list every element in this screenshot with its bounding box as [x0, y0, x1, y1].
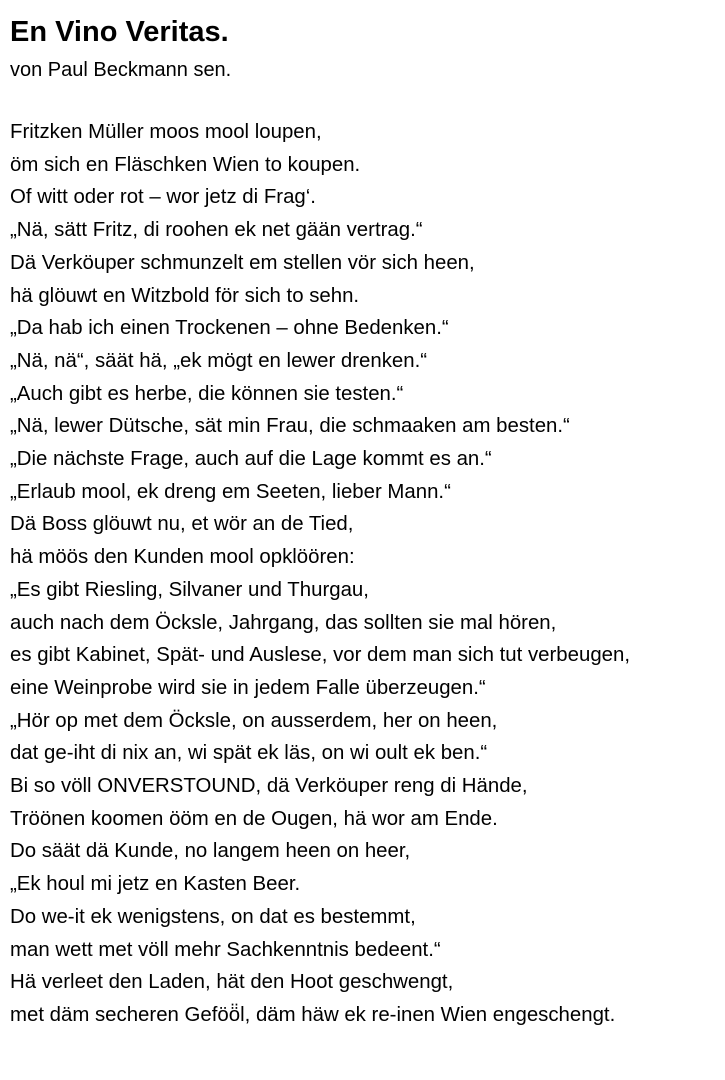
poem-line: Do säät dä Kunde, no langem heen on heer,: [10, 840, 411, 863]
poem-line: eine Weinprobe wird sie in jedem Falle überzeugen.“: [10, 676, 486, 699]
poem-line: dat ge-iht di nix an, wi spät ek läs, on wi oult ek ben.“: [10, 742, 488, 765]
poem-line: Dä Boss glöuwt nu, et wör an de Tied,: [10, 513, 354, 536]
poem-line: „Ek houl mi jetz en Kasten Beer.: [10, 873, 301, 896]
poem-line: „Es gibt Riesling, Silvaner und Thurgau,: [10, 578, 369, 601]
poem-line: hä glöuwt en Witzbold för sich to sehn.: [10, 284, 360, 307]
poem-line: man wett met völl mehr Sachkenntnis bedeent.“: [10, 938, 441, 961]
poem-line: „Hör op met dem Öcksle, on ausserdem, her on heen,: [10, 709, 498, 732]
poem-body: [10, 116, 722, 1032]
poem-line: „Die nächste Frage, auch auf die Lage kommt es an.“: [10, 448, 492, 471]
poem-author: von Paul Beckmann sen.: [10, 59, 232, 81]
poem-line: Bi so völl ONVERSTOUND, dä Verköuper reng di Hände,: [10, 775, 528, 798]
poem-line: Fritzken Müller moos mool loupen,: [10, 121, 322, 143]
poem-line: auch nach dem Öcksle, Jahrgang, das sollten sie mal hören,: [10, 611, 557, 634]
poem-line: „Nä, nä“, säät hä, „ek mögt en lewer drenken.“: [10, 349, 428, 372]
poem-line: Hä verleet den Laden, hät den Hoot geschwengt,: [10, 971, 454, 994]
poem-line: „Nä, sätt Fritz, di roohen ek net gään vertrag.“: [10, 219, 423, 242]
poem-line: „Auch gibt es herbe, die können sie testen.“: [10, 382, 404, 405]
poem-line: „Da hab ich einen Trockenen – ohne Bedenken.“: [10, 317, 449, 340]
poem-line: hä möös den Kunden mool opklöören:: [10, 546, 355, 569]
poem-line: öm sich en Fläschken Wien to koupen.: [10, 153, 361, 176]
poem-line: es gibt Kabinet, Spät- und Auslese, vor dem man sich tut verbeugen,: [10, 644, 631, 667]
poem-line: Tröönen koomen ööm en de Ougen, hä wor am Ende.: [10, 807, 498, 830]
poem-title: En Vino Veritas.: [10, 16, 229, 48]
poem-line: Dä Verköuper schmunzelt em stellen vör sich heen,: [10, 251, 475, 274]
poem-line: Do we-it ek wenigstens, on dat es bestemmt,: [10, 905, 416, 928]
poem-line: Of witt oder rot – wor jetz di Frag‘.: [10, 186, 316, 209]
poem-line: „Nä, lewer Dütsche, sät min Frau, die schmaaken am besten.“: [10, 415, 570, 438]
poem-line: „Erlaub mool, ek dreng em Seeten, lieber Mann.“: [10, 480, 451, 503]
poem-line: met däm secheren Geföö̈l, däm häw ek re-inen Wien engeschengt.: [10, 1003, 616, 1026]
